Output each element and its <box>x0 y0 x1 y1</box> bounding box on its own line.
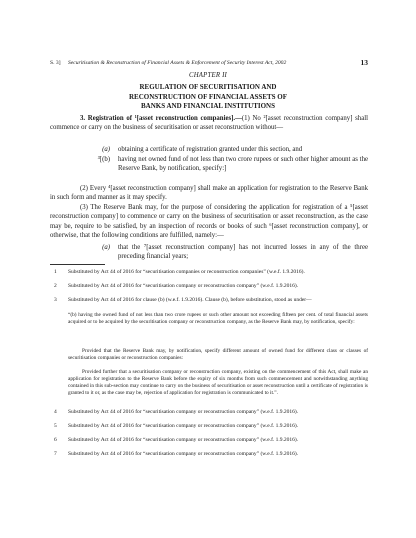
section-3-1-text: (1) No ²[asset reconstruction company] shall commence or carry on the business of securitisation or asset reconstruction without— <box>50 115 368 132</box>
chapter-title-line: REGULATION OF SECURITISATION AND <box>139 83 277 91</box>
footnote <box>50 283 368 298</box>
footnote-number: 6 <box>54 437 57 443</box>
footnote-number: 7 <box>54 451 57 457</box>
footnote-text: Substituted by Act 44 of 2016 for “securitisation company or reconstruction company” (w.e.f. 1.9.2016). <box>68 423 299 429</box>
chapter-number: CHAPTER II <box>188 72 228 79</box>
footnote-text: Substituted by Act 44 of 2016 for “securitisation company or reconstruction company” (w.e.f. 1.9.2016). <box>68 283 299 289</box>
footnote-separator <box>50 264 105 265</box>
footnote-text: Substituted by Act 44 of 2016 for “securitisation company or reconstruction company” (w.e.f. 1.9.2016). <box>68 409 299 415</box>
footnote <box>50 269 368 284</box>
footnote-text: Substituted by Act 44 of 2016 for “securitisation company or reconstruction company” (w.e.f. 1.9.2016). <box>68 451 299 457</box>
item-a-text: obtaining a certificate of registration granted under this section, and <box>118 146 303 153</box>
footnote-number: 1 <box>54 269 57 275</box>
footnote-text: Substituted by Act 44 of 2016 for “securitisation companies or reconstruction companies” (w.e.f. 1.9.2016). <box>68 269 305 275</box>
footnote-text: Substituted by Act 44 of 2016 for clause (b) (w.e.f. 1.9.2016). Clause (b), before substitution, stood as under— <box>68 297 312 303</box>
footnote-number: 5 <box>54 423 57 429</box>
chapter-title-line: BANKS AND FINANCIAL INSTITUTIONS <box>140 102 275 111</box>
chapter-title <box>90 83 326 112</box>
header-act-title: Securitisation & Reconstruction of Financial Assets & Enforcement of Security Interest Act, 2002 <box>68 60 287 66</box>
chapter-title-line: RECONSTRUCTION OF FINANCIAL ASSETS OF <box>128 92 288 101</box>
item-label: (a) <box>102 244 110 251</box>
footnote <box>50 451 368 466</box>
item-label: ³[(b) <box>97 156 110 163</box>
quoted-proviso: Provided further that a securitisation company or reconstruction company, existing on the commencement of this Act, shall make an application for registration to the Reserve Bank before the expiry of six months from such commencement and notwithstanding anything contained in this sub-section may continue to carry on the business of securitisation or asset reconstruction until a certificate of registration is granted to it or, as the case may be, rejection of application for registration is communicated to it.”. <box>68 369 368 397</box>
footnote <box>50 297 368 312</box>
section-heading: 3. Registration of ¹[asset reconstruction companies].— <box>80 115 242 122</box>
footnote <box>50 437 368 452</box>
footnote-text: Substituted by Act 44 of 2016 for “securitisation company or reconstruction company” (w.e.f. 1.9.2016). <box>68 437 299 443</box>
footnote-number: 4 <box>54 409 57 415</box>
footnote-number: 2 <box>54 283 57 289</box>
item-3a-text: that the ⁷[asset reconstruction company] has not incurred losses in any of the three preceding financial years; <box>118 244 368 261</box>
section-3-2: (2) Every ⁴[asset reconstruction company] shall make an application for registration to the Reserve Bank in such form and manner as it may specify. <box>50 185 368 202</box>
footnote <box>50 423 368 438</box>
running-header <box>50 57 368 69</box>
item-label: (a) <box>102 146 110 153</box>
quoted-clause: “(b) having the owned fund of not less than two crore rupees or such other amount not exceeding fifteen per cent. of total financial assets acquired or to be acquired by the securitisation company or reconstruction company, as the Reserve Bank may, by notification, specify: <box>68 312 368 326</box>
header-section-ref: S. 3] <box>50 60 61 66</box>
item-b-text: having net owned fund of not less than two crore rupees or such other higher amount as the Reserve Bank, by notification, specify:] <box>118 156 368 173</box>
footnote-number: 3 <box>54 297 57 303</box>
section-3-3: (3) The Reserve Bank may, for the purpose of considering the application for registration of a ⁵[asset reconstruction company] to commence or carry on the business of securitisation or asset reconstruction, as the case may be, require to be satisfied, by an inspection of records or books of such ⁶[asset reconstruction company], or otherwise, that the following conditions are fulfilled, namely:— <box>50 204 368 240</box>
footnote <box>50 409 368 424</box>
section-3-1 <box>50 114 368 133</box>
quoted-proviso: Provided that the Reserve Bank may, by notification, specify different amount of owned fund for different class or classes of securitisation companies or reconstruction companies: <box>68 348 368 362</box>
page-number: 13 <box>360 58 368 67</box>
